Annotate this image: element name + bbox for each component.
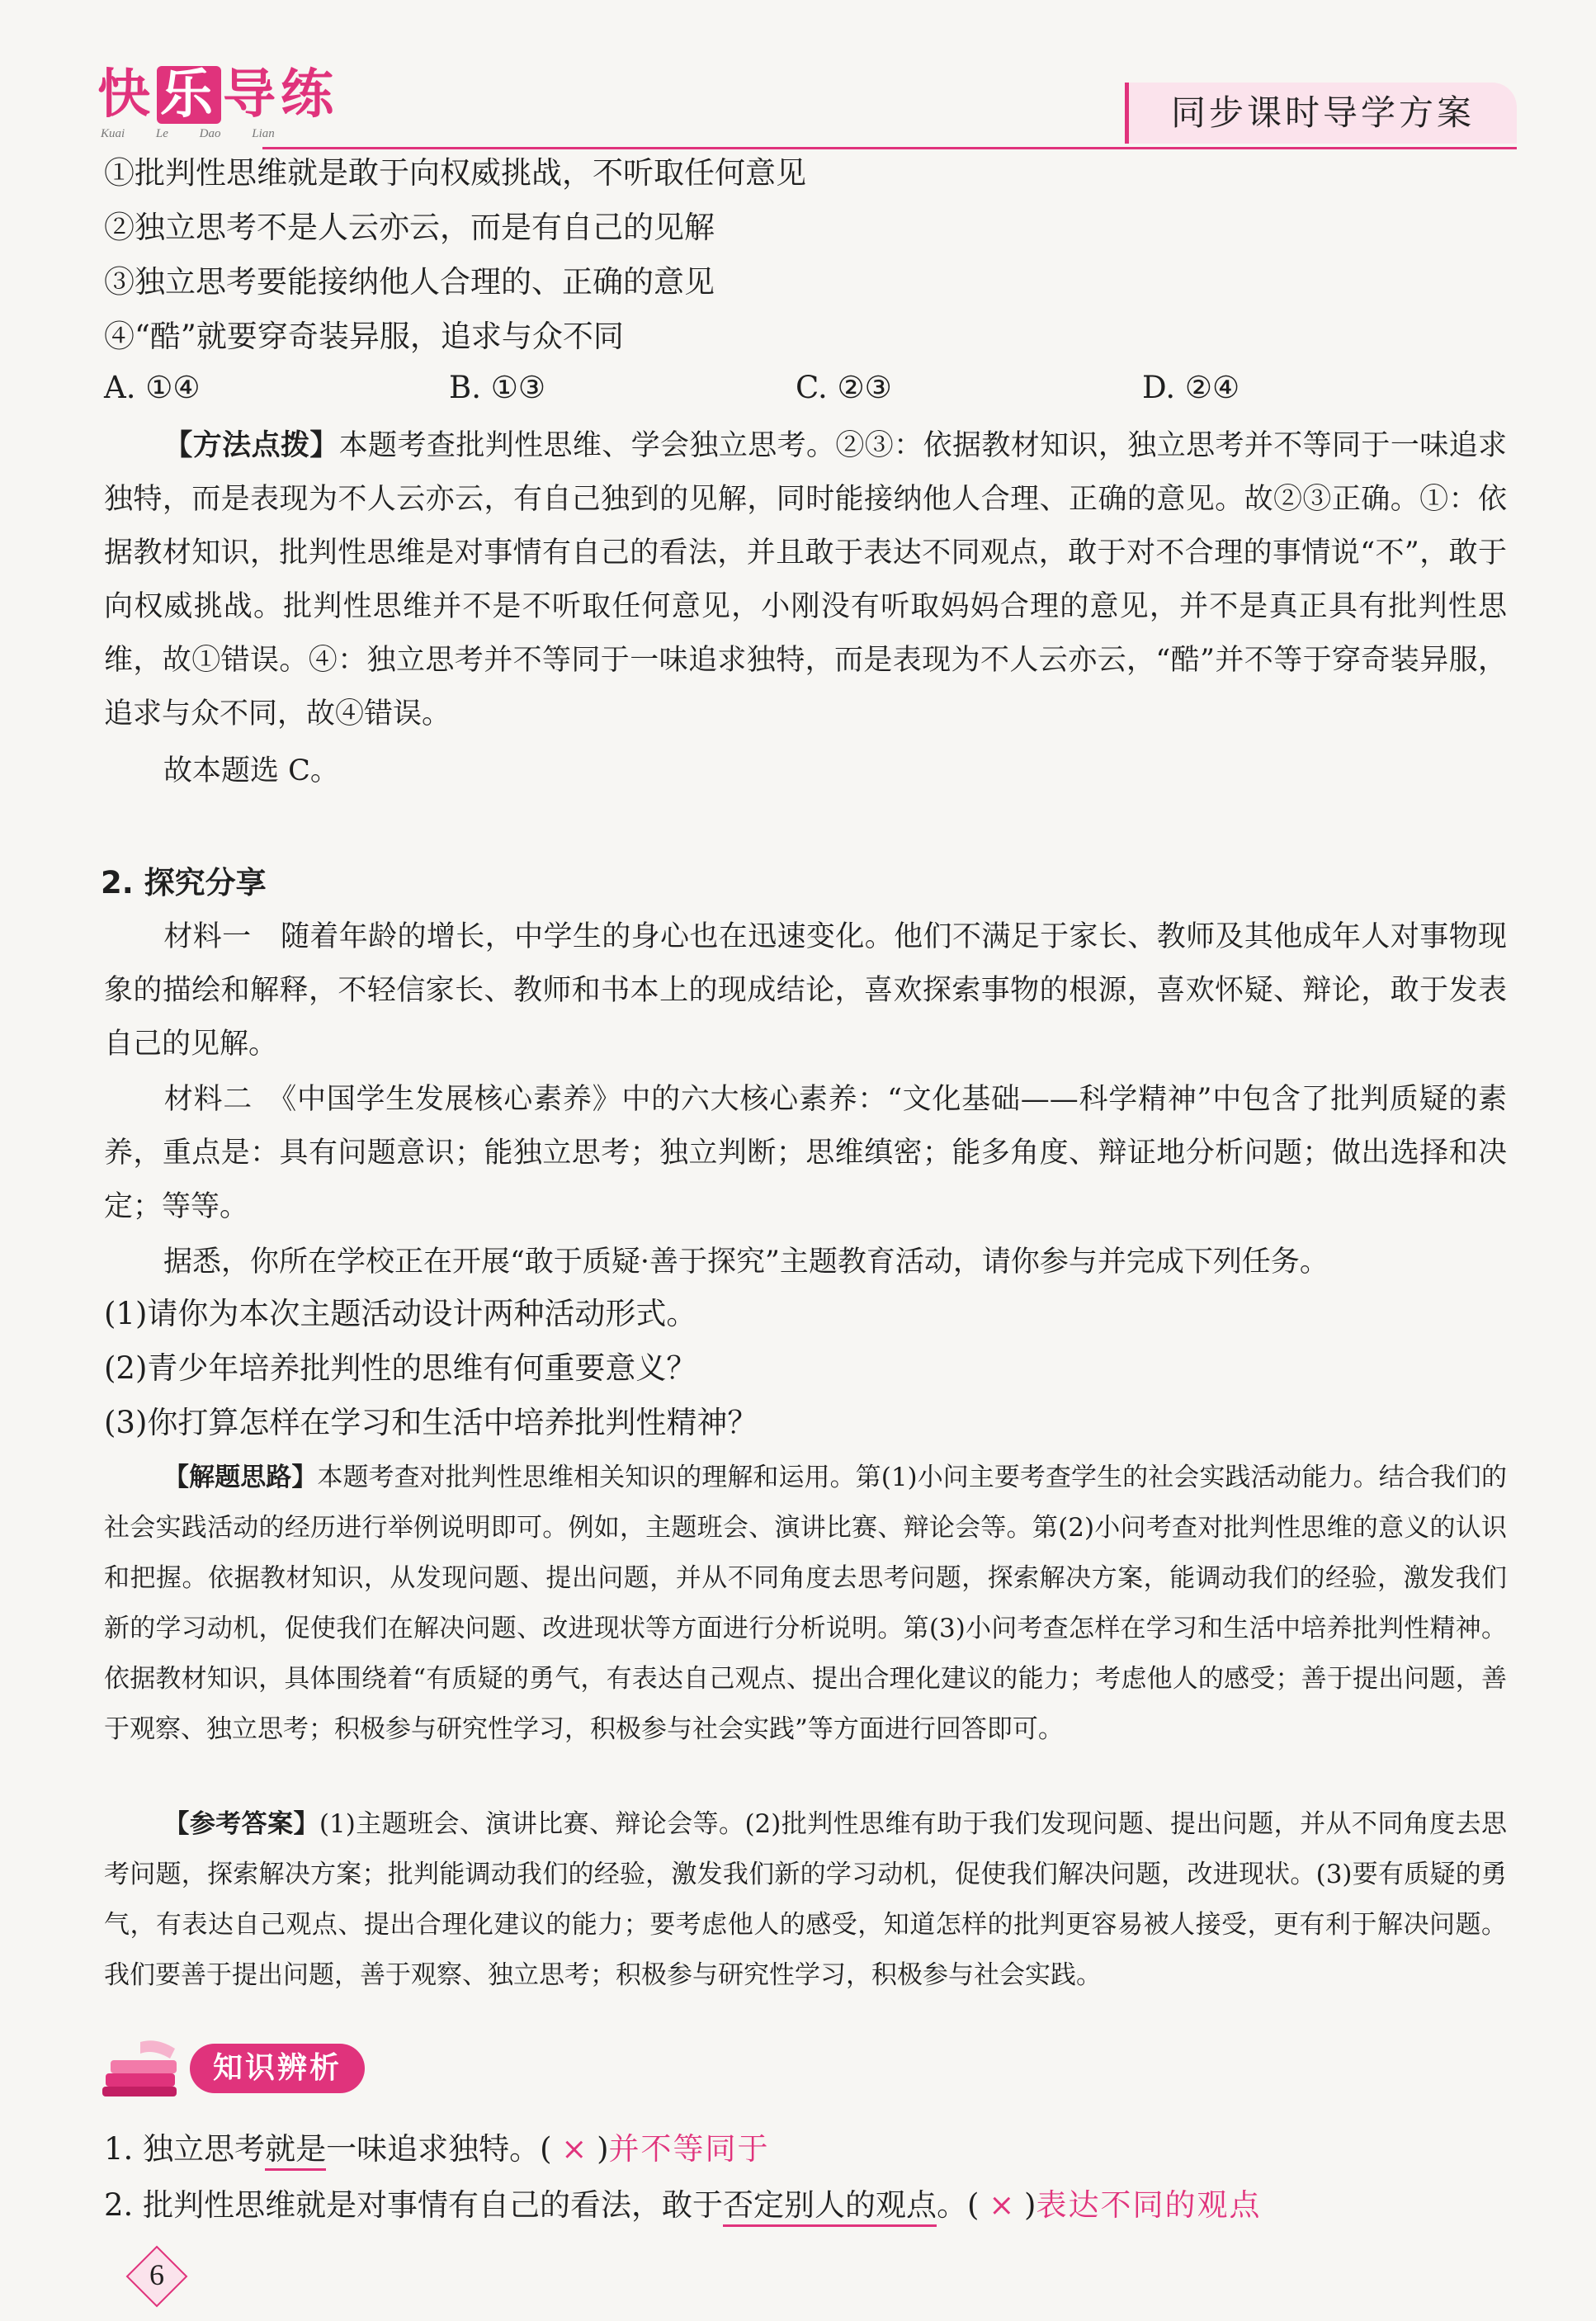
material-2-text: 材料二 《中国学生发展核心素养》中的六大核心素养：“文化基础——科学精神”中包含了批判质疑的素养，重点是：具有问题意识；能独立思考；独立判断；思维缜密；能多角度、辩证地分析问题；做出选择和决定；等等。 — [104, 1083, 1507, 1223]
material-1-text: 材料一 随着年龄的增长，中学生的身心也在迅速变化。他们不满足于家长、教师及其他成年人对事物现象的描绘和解释，不轻信家长、教师和书本上的现成结论，喜欢探索事物的根源，喜欢怀疑、辩论，敢于发表自己的见解。 — [104, 920, 1507, 1061]
method-conclusion: 故本题选 C。 — [163, 754, 339, 787]
option-a: A. ①④ — [104, 370, 201, 405]
statement-2: ②独立思考不是人云亦云，而是有自己的见解 — [104, 210, 715, 245]
brand-logo — [97, 58, 338, 140]
knowledge-banner — [99, 2030, 396, 2105]
k2-mid: 。( — [937, 2187, 980, 2223]
k1-underlined: 就是 — [265, 2131, 326, 2171]
material-2 — [104, 1073, 1507, 1234]
statement-4: ④“酷”就要穿奇装异服，追求与众不同 — [104, 319, 624, 354]
approach-label: 【解题思路】 — [163, 1463, 318, 1492]
method-label: 【方法点拨】 — [163, 429, 339, 462]
logo-char-4: 练 — [281, 64, 338, 125]
question-3: (3)你打算怎样在学习和生活中培养批判性精神？ — [104, 1405, 758, 1440]
page-number-badge — [124, 2243, 190, 2309]
statement-1: ①批判性思维就是敢于向权威挑战，不听取任何意见 — [104, 155, 806, 191]
answer-text: (1)主题班会、演讲比赛、辩论会等。(2)批判性思维有助于我们发现问题、提出问题，并从不同角度去思考问题，探索解决方案；批判能调动我们的经验，激发我们新的学习动机，促使我们解决问题，改进现状。(3)要有质疑的勇气，有表达自己观点、提出合理化建议的能力；要考虑他人的感受，知道怎样的批判更容易被人接受，更有利于解决问题。我们要善于提出问题，善于观察、独立思考；积极参与研究性学习，积极参与社会实践。 — [104, 1809, 1507, 1990]
series-tag: 同步课时导学方案 — [1125, 83, 1517, 144]
method-text: 本题考查批判性思维、学会独立思考。②③：依据教材知识，独立思考并不等同于一味追求独特，而是表现为不人云亦云，有自己独到的见解，同时能接纳他人合理、正确的意见。故②③正确。①：依据教材知识，批判性思维是对事情有自己的看法，并且敢于表达不同观点，敢于对不合理的事情说“不”，敢于向权威挑战。批判性思维并不是不听取任何意见，小刚没有听取妈妈合理的意见，并不是真正具有批判性思维，故①错误。④：独立思考并不等同于一味追求独特，而是表现为不人云亦云，“酷”并不等于穿奇装异服，追求与众不同，故④错误。 — [104, 429, 1507, 730]
option-c: C. ②③ — [796, 370, 892, 405]
task-intro — [104, 1236, 1507, 1289]
k2-prefix: 2. 批判性思维就是对事情有自己的看法，敢于 — [104, 2187, 724, 2223]
approach-text: 本题考查对批判性思维相关知识的理解和运用。第(1)小问主要考查学生的社会实践活动能力。结合我们的社会实践活动的经历进行举例说明即可。例如，主题班会、演讲比赛、辩论会等。第(2)小问考查对批判性思维的意义的认识和把握。依据教材知识，从发现问题、提出问题，并从不同角度去思考问题，探索解决方案，能调动我们的经验，激发我们新的学习动机，促使我们在解决问题、改进现状等方面进行分析说明。第(3)小问考查怎样在学习和生活中培养批判性精神。依据教材知识，具体围绕着“有质疑的勇气，有表达自己观点、提出合理化建议的能力；考虑他人的感受；善于提出问题，善于观察、独立思考；积极参与研究性学习，积极参与社会实践”等方面进行回答即可。 — [104, 1463, 1507, 1744]
approach-paragraph — [104, 1453, 1507, 1755]
logo-char-2: 乐 — [157, 66, 221, 124]
k1-mid: 一味追求独特。( — [326, 2131, 552, 2167]
answer-label: 【参考答案】 — [163, 1809, 319, 1839]
option-b: B. ①③ — [449, 370, 546, 405]
books-icon — [99, 2035, 190, 2101]
material-1 — [104, 910, 1507, 1071]
k2-mark: × — [989, 2187, 1015, 2223]
k1-mark: × — [561, 2131, 588, 2167]
question-2: (2)青少年培养批判性的思维有何重要意义？ — [104, 1350, 697, 1386]
k1-correction: 并不等同于 — [608, 2131, 770, 2167]
logo-char-1: 快 — [97, 64, 155, 125]
logo-char-3: 导 — [223, 64, 281, 125]
k2-correction: 表达不同的观点 — [1036, 2187, 1262, 2223]
page-header — [97, 58, 1517, 149]
answer-paragraph — [104, 1799, 1507, 2001]
statement-3: ③独立思考要能接纳他人合理的、正确的意见 — [104, 264, 715, 300]
question-1: (1)请你为本次主题活动设计两种活动形式。 — [104, 1296, 697, 1331]
answer-options — [104, 363, 1507, 413]
method-conclusion-line — [104, 745, 1507, 798]
section-title: 2. 探究分享 — [101, 865, 267, 901]
k1-close: ) — [597, 2131, 609, 2167]
option-d: D. ②④ — [1142, 370, 1240, 405]
k1-prefix: 1. 独立思考 — [104, 2131, 266, 2167]
page-number: 6 — [149, 2258, 164, 2291]
task-intro-text: 据悉，你所在学校正在开展“敢于质疑·善于探究”主题教育活动，请你参与并完成下列任务。 — [163, 1246, 1329, 1279]
knowledge-banner-label: 知识辨析 — [190, 2044, 365, 2093]
method-paragraph — [104, 419, 1507, 741]
knowledge-item-1 — [104, 2125, 770, 2174]
k2-close: ) — [1024, 2187, 1036, 2223]
k2-underlined: 否定别人的观点 — [723, 2187, 937, 2227]
logo-pinyin: Kuai Le Dao Lian — [101, 127, 275, 140]
knowledge-item-2 — [104, 2181, 1261, 2230]
